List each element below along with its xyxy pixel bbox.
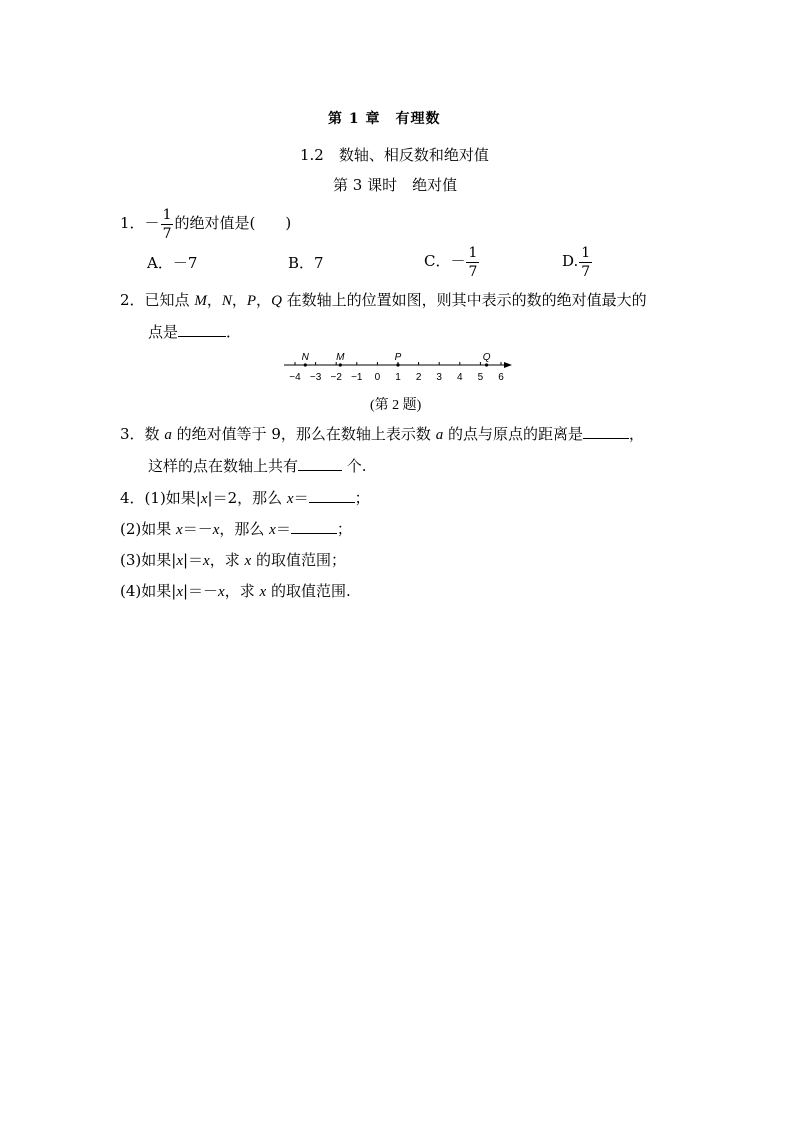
q1-frac-den: 7 <box>162 225 172 242</box>
q4-part-1-x: x <box>200 491 208 507</box>
q4-part-1-x-2: x <box>286 491 294 507</box>
number-line-tick-label: 1 <box>395 372 401 383</box>
number-line-tick-label: 2 <box>415 372 422 383</box>
q1-option-c-fraction <box>466 246 479 279</box>
number-line-tick-label: −1 <box>351 372 363 383</box>
q2-line-2-text: 点是 <box>148 323 179 341</box>
q4-part-1 <box>120 488 370 509</box>
q2-var-q: Q <box>271 293 282 309</box>
q1-option-c-label: C．－ <box>424 252 466 270</box>
q2-var-p: P <box>246 293 257 309</box>
q2-sep-2: ， <box>231 291 247 309</box>
q4-part-1-end: ； <box>354 489 370 507</box>
q3-text-c: 的点与原点的距离是 <box>443 425 583 443</box>
q3-line-2-text: 这样的点在数轴上共有 <box>148 457 299 475</box>
q1-option-b: B．7 <box>288 254 324 272</box>
q2-var-m: M <box>194 293 207 309</box>
q2-number: 2． <box>120 291 145 309</box>
number-line-point-label: M <box>336 352 345 363</box>
number-line-point-label: P <box>394 352 402 363</box>
number-line-point <box>304 363 307 366</box>
number-line-tick-label: −3 <box>309 372 322 383</box>
q4-part-4-x-2: x <box>218 584 225 600</box>
q1-option-c-num: 1 <box>468 244 478 261</box>
figure-caption: (第 2 题) <box>370 398 422 413</box>
q4-part-3-x-2: x <box>203 553 210 569</box>
q4-part-3-x-3: x <box>244 553 252 569</box>
q1-option-d-fraction <box>579 246 592 279</box>
q2-line-2-end: ． <box>226 323 242 341</box>
q4-part-3-x: x <box>176 553 183 569</box>
q1-option-d-den: 7 <box>581 263 591 280</box>
q4-part-3 <box>120 550 346 571</box>
q4-part-4-text-b: |＝－ <box>182 582 219 600</box>
section-title: 1.2 数轴、相反数和绝对值 <box>300 146 489 164</box>
q2-text-b: 在数轴上的位置如图，则其中表示的数的绝对值最大的 <box>281 291 647 309</box>
q4-part-2-text-a: (2)如果 <box>120 520 177 538</box>
q1-number: 1． <box>120 214 145 232</box>
q3-number: 3． <box>120 425 145 443</box>
q4-part-4-x-3: x <box>259 584 267 600</box>
q4-part-1-text-c: ＝ <box>293 489 309 507</box>
number-line-figure <box>276 348 520 384</box>
q4-part-3-text-c: ，求 <box>209 551 245 569</box>
q4-part-4 <box>120 581 351 602</box>
q1-option-c <box>424 244 480 279</box>
q4-part-3-text-d: 的取值范围； <box>251 551 346 569</box>
q4-part-2-text-c: ，那么 <box>219 520 270 538</box>
q4-part-2-end: ； <box>336 520 352 538</box>
q1-minus: － <box>144 214 160 232</box>
q2-sep-3: ， <box>256 291 272 309</box>
q3-line-1 <box>120 424 644 445</box>
q1-option-d-label: D. <box>562 252 579 270</box>
number-line-tick-label: 0 <box>374 372 381 383</box>
q3-text-a: 数 <box>144 425 165 443</box>
chapter-title: 第 1 章 有理数 <box>328 111 441 127</box>
q3-text-b: 的绝对值等于 9，那么在数轴上表示数 <box>171 425 436 443</box>
q3-line-2-end: 个. <box>342 457 367 475</box>
q2-var-n: N <box>221 293 232 309</box>
number-line-point-label: N <box>301 352 309 363</box>
q4-part-4-x: x <box>176 584 183 600</box>
q2-answer-blank[interactable] <box>178 336 226 337</box>
q2-sep-1: ， <box>206 291 222 309</box>
q1-option-a: A．－7 <box>147 254 198 272</box>
q4-part-1-answer-blank[interactable] <box>309 502 355 503</box>
q4-part-2-x-2: x <box>212 522 220 538</box>
lesson-title: 第 3 课时 绝对值 <box>333 176 458 194</box>
q1-option-c-den: 7 <box>468 263 478 280</box>
q4-part-4-text-d: 的取值范围. <box>266 582 351 600</box>
q4-part-2-text-d: ＝ <box>275 520 291 538</box>
q3-answer-blank-1[interactable] <box>583 438 629 439</box>
number-line-point <box>396 363 399 366</box>
q4-part-1-text-b: |＝2，那么 <box>207 489 287 507</box>
q4-part-2-x: x <box>176 522 183 538</box>
q4-part-2-answer-blank[interactable] <box>291 533 337 534</box>
q1-fraction <box>161 208 174 241</box>
q2-line-2 <box>148 322 241 342</box>
number-line-arrow-icon <box>504 362 512 368</box>
q1-frac-num: 1 <box>162 206 172 223</box>
number-line-tick-label: −2 <box>330 372 342 383</box>
number-line-tick-label: 3 <box>436 372 442 383</box>
q3-answer-blank-2[interactable] <box>298 470 342 471</box>
q1-text: 的绝对值是( ) <box>174 214 292 232</box>
q3-var-a-1: a <box>164 427 172 443</box>
q1-option-d <box>562 244 593 279</box>
q4-part-4-text-c: ，求 <box>224 582 260 600</box>
q4-part-4-text-a: (4)如果| <box>120 582 177 600</box>
number-line-point <box>339 363 342 366</box>
number-line-tick-label: −4 <box>289 372 301 383</box>
number-line-tick-label: 6 <box>498 372 504 383</box>
q1-option-d-num: 1 <box>581 244 591 261</box>
q4-part-3-text-b: |＝ <box>182 551 204 569</box>
number-line-point-label: Q <box>482 352 491 363</box>
q4-part-2-text-b: ＝－ <box>182 520 213 538</box>
q4-part-1-text-a: 4．(1)如果| <box>120 489 201 507</box>
q4-part-2-x-3: x <box>269 522 276 538</box>
number-line-point <box>485 363 488 366</box>
question-1 <box>120 206 291 241</box>
q3-var-a-2: a <box>435 427 444 443</box>
number-line-tick-label: 4 <box>457 372 463 383</box>
q3-line-1-end: ， <box>628 425 644 443</box>
number-line-tick-label: 5 <box>477 372 484 383</box>
q2-line-1 <box>120 290 647 311</box>
q3-line-2 <box>148 456 367 476</box>
q2-text-a: 已知点 <box>144 291 195 309</box>
q4-part-3-text-a: (3)如果| <box>120 551 177 569</box>
q4-part-2 <box>120 519 352 540</box>
